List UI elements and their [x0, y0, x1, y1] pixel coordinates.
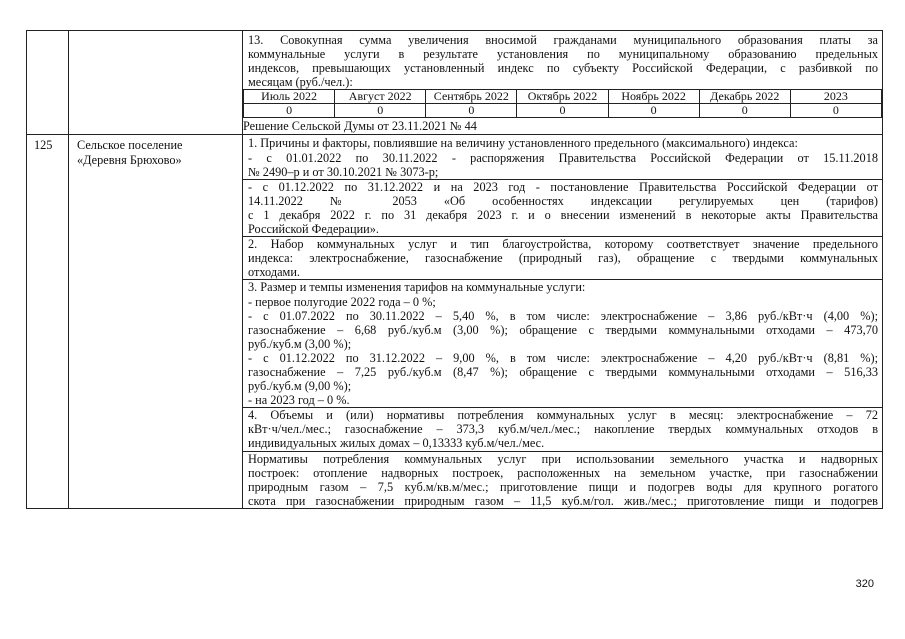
- text-line: индивидуальных жилых домах – 0,13333 куб.м/чел./мес.: [248, 436, 545, 451]
- month-header: Август 2022: [335, 90, 426, 104]
- month-header: 2023: [790, 90, 881, 104]
- text-line: - первое полугодие 2022 года – 0 %;: [248, 294, 436, 309]
- month-value: 0: [608, 104, 699, 118]
- text-line: 2. Набор коммунальных услуг и тип благоустройства, которому соответствует значение предельного: [248, 237, 878, 252]
- text-line: коммунальные услуги в результате установления по муниципальному образованию предельных: [248, 47, 878, 62]
- month-header: Сентябрь 2022: [426, 90, 517, 104]
- settlement-name: [69, 135, 243, 508]
- text-line: с 1 декабря 2022 г. по 31 декабря 2023 г. и о внесении изменений в некоторые акты Правительства: [248, 207, 878, 222]
- month-value: 0: [244, 104, 335, 118]
- month-header: Октябрь 2022: [517, 90, 608, 104]
- month-value: 0: [426, 104, 517, 118]
- text-line: Российской Федерации».: [248, 222, 379, 237]
- prev-number-cell: [27, 31, 69, 135]
- settlement-name-line: «Деревня Брюхово»: [77, 152, 182, 167]
- text-line: кВт·ч/чел./мес.; газоснабжение – 373,3 куб.м/чел./мес.; накопление твердых коммунальных отходов в: [248, 422, 878, 437]
- table-row-previous: [27, 31, 883, 135]
- item-13-text: [243, 31, 882, 89]
- text-line: - с 01.12.2022 по 31.12.2022 – 9,00 %, в том числе: электроснабжение – 4,20 руб./кВт·ч (8,81 %);: [248, 350, 878, 365]
- text-line: 4. Объемы и (или) нормативы потребления коммунальных услуг в месяц: электроснабжение – 72: [248, 408, 878, 423]
- prev-name-cell: [69, 31, 243, 135]
- text-line: - с 01.01.2022 по 30.11.2022 - распоряжения Правительства Российской Федерации от 15.11.2018: [248, 150, 878, 165]
- text-line: Нормативы потребления коммунальных услуг при использовании земельного участка и надворных: [248, 451, 878, 466]
- text-line: индексов, превышающих установленный индекс по субъекту Российской Федерации, с разбивкой по: [248, 61, 878, 76]
- settlement-name-line: Сельское поселение: [77, 138, 183, 153]
- text-line: - с 01.07.2022 по 30.11.2022 – 5,40 %, в том числе: электроснабжение – 3,86 руб./кВт·ч (4,00 %);: [248, 308, 878, 323]
- text-line: газоснабжение – 7,25 руб./куб.м (8,47 %); обращение с твердыми коммунальными отходами – 516,33: [248, 364, 878, 379]
- text-line: скота при газоснабжении природным газом – 11,5 куб.м/гол. жив./мес.; приготовление пищи и подогрев: [248, 493, 878, 508]
- month-header: Июль 2022: [244, 90, 335, 104]
- month-value: 0: [335, 104, 426, 118]
- table-row-125: [27, 135, 883, 508]
- text-line: 13. Совокупная сумма увеличения вносимой гражданами муниципального образования платы за: [248, 33, 878, 47]
- item-1-text: [243, 135, 882, 178]
- row-number: 125: [27, 135, 69, 508]
- month-value-row: [244, 104, 882, 118]
- text-line: 14.11.2022 № 2053 «Об особенностях индексации регулируемых цен (тарифов): [248, 193, 878, 208]
- month-header: Ноябрь 2022: [608, 90, 699, 104]
- month-value: 0: [790, 104, 881, 118]
- item-1b-text: [243, 179, 882, 236]
- item-4-text: [243, 407, 882, 450]
- text-line: индекса: электроснабжение, газоснабжение (природный газ), обращение с твердыми коммунальных: [248, 251, 878, 266]
- month-value: 0: [699, 104, 790, 118]
- text-line: № 2490–р и от 30.10.2021 № 3073-р;: [248, 164, 439, 179]
- text-line: построек: отопление надворных построек, расположенных на земельном участке, при газоснабжении: [248, 465, 878, 480]
- text-line: руб./куб.м (3,00 %);: [248, 336, 352, 351]
- text-line: 1. Причины и факторы, повлиявшие на величину установленного предельного (максимального) индекса:: [248, 136, 798, 151]
- text-line: 3. Размер и темпы изменения тарифов на коммунальные услуги:: [248, 280, 586, 295]
- month-value: 0: [517, 104, 608, 118]
- text-line: месяцам (руб./чел.):: [248, 75, 353, 90]
- text-line: - на 2023 год – 0 %.: [248, 393, 350, 408]
- month-header: Декабрь 2022: [699, 90, 790, 104]
- item-3-text: [243, 279, 882, 407]
- item-2-text: [243, 236, 882, 279]
- text-line: - с 01.12.2022 по 31.12.2022 и на 2023 год - постановление Правительства Российской Федерации от: [248, 179, 878, 194]
- settlement-content-cell: [243, 135, 883, 508]
- text-line: природным газом – 7,5 куб.м/кв.м/мес.; приготовление пищи и подогрев воды для крупного рогатого: [248, 479, 878, 494]
- decision-reference: Решение Сельской Думы от 23.11.2021 № 44: [243, 119, 477, 134]
- text-line: газоснабжение – 6,68 руб./куб.м (3,00 %); обращение с твердыми коммунальными отходами – 473,70: [248, 322, 878, 337]
- page-number: 320: [855, 578, 874, 590]
- municipal-index-table: [26, 30, 883, 509]
- item-4b-text: [243, 451, 882, 508]
- monthly-increase-table: [243, 89, 882, 118]
- text-line: руб./куб.м (9,00 %);: [248, 379, 352, 394]
- month-header-row: [244, 90, 882, 104]
- prev-content-cell: [243, 31, 883, 135]
- text-line: отходами.: [248, 265, 300, 280]
